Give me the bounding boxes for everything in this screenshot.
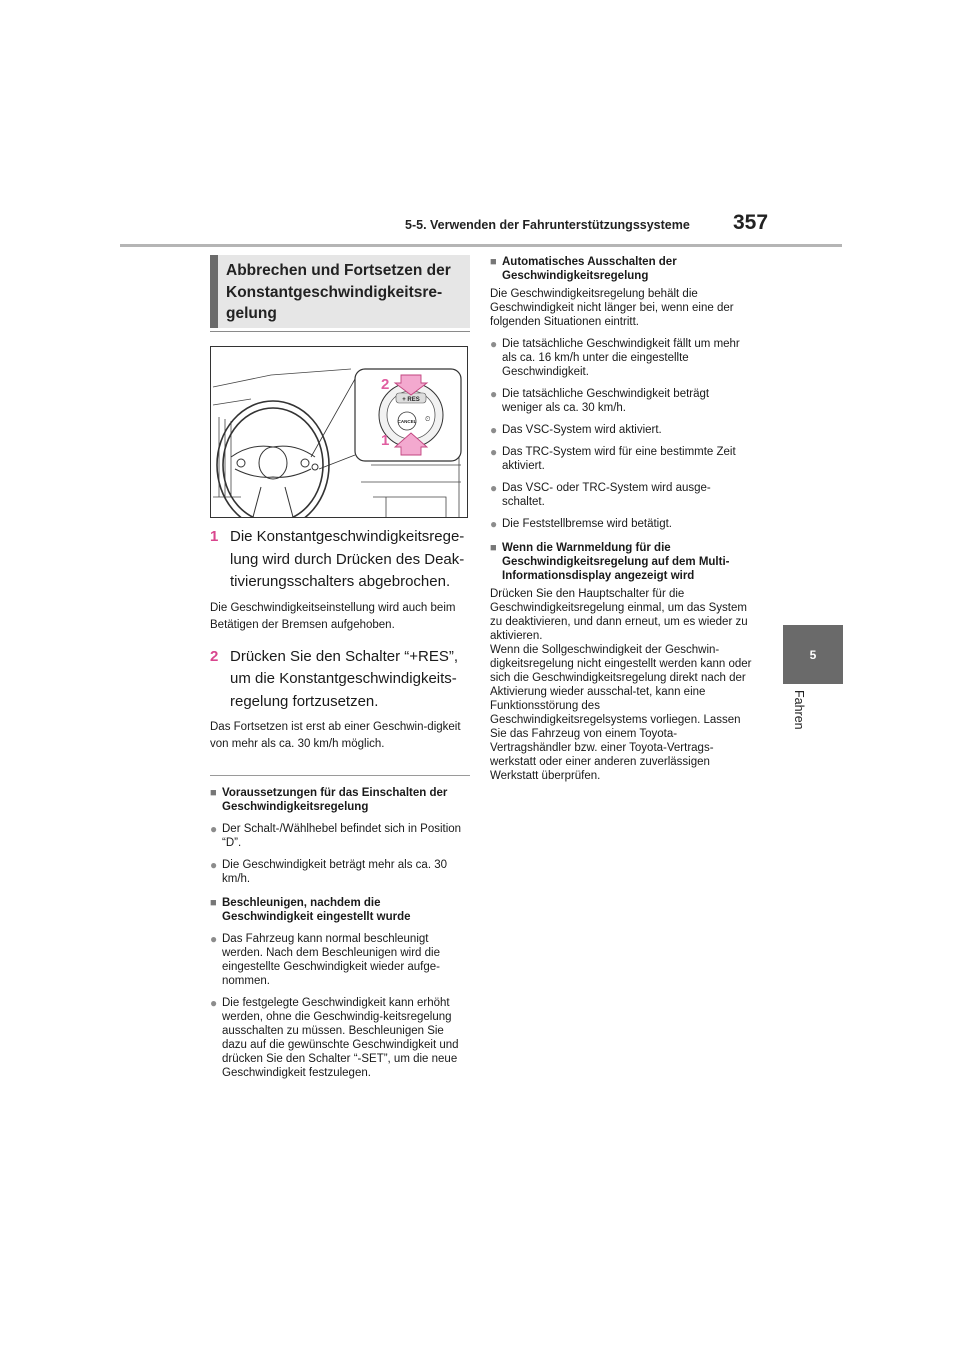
chapter-tab-label: Fahren [792, 690, 806, 730]
list-item [210, 822, 470, 850]
step-text: Die Konstantgeschwindigkeitsrege-lung wird durch Drücken des Deak-tivierungsschalters abgebrochen. [230, 528, 465, 590]
subheading-text: Wenn die Warnmeldung für die Geschwindigkeitsregelung auf dem Multi-Informationsdisplay angezeigt wird [502, 542, 730, 582]
list-item [490, 423, 752, 437]
subheading-text: Beschleunigen, nachdem die Geschwindigkeit eingestellt wurde [222, 897, 411, 923]
list-item-text: Das Fahrzeug kann normal beschleunigt werden. Nach dem Beschleunigen wird die eingestellte Geschwindigkeit wieder aufge-nommen. [222, 933, 440, 987]
round-bullet-icon: ● [490, 517, 498, 531]
chapter-tab[interactable]: 5 [783, 625, 843, 684]
list-item-text: Die tatsächliche Geschwindigkeit beträgt weniger als ca. 30 km/h. [502, 388, 710, 414]
list-item [490, 445, 752, 473]
step-note: Das Fortsetzen ist erst ab einer Geschwin-digkeit von mehr als ca. 30 km/h möglich. [210, 721, 461, 750]
subheading-text: Voraussetzungen für das Einschalten der Geschwindigkeitsregelung [222, 787, 448, 813]
steering-wheel-drawing [211, 347, 467, 517]
list-item-text: Die tatsächliche Geschwindigkeit fällt um mehr als ca. 16 km/h unter die eingestellte Geschwindigkeit. [502, 338, 740, 378]
list-item-text: Das VSC-System wird aktiviert. [502, 424, 662, 436]
paragraph: Wenn die Sollgeschwindigkeit der Geschwin-digkeitsregelung nicht eingestellt werden kann oder sich die Geschwindigkeitsregelung direkt nach der Aktivierung wieder ausschal-tet, kann eine Funktionsstörung des Geschwindigkeitsregelsystems vorliegen. Lassen Sie das Fahrzeug von einem Toyota-Vertragshändler bzw. einer Toyota-Vertrags-werkstatt oder einer anderen zuverlässigen Werkstatt überprüfen. [490, 644, 752, 782]
square-bullet-icon: ■ [490, 542, 497, 554]
res-button-label: + RES [402, 397, 420, 403]
list-item [490, 481, 752, 509]
list-item [490, 387, 752, 415]
step-number: 1 [210, 528, 219, 545]
round-bullet-icon: ● [210, 822, 218, 836]
square-bullet-icon: ■ [490, 256, 497, 268]
list-item-text: Die Geschwindigkeit beträgt mehr als ca. 30 km/h. [222, 859, 447, 885]
round-bullet-icon: ● [490, 387, 498, 401]
step-text: Drücken Sie den Schalter “+RES”, um die Konstantgeschwindigkeits-regelung fortzusetzen. [230, 647, 459, 710]
chapter-header: 5-5. Verwenden der Fahrunterstützungssysteme [405, 218, 690, 232]
round-bullet-icon: ● [210, 858, 218, 872]
section-heading-line: Konstantgeschwindigkeitsre- [226, 283, 443, 301]
subheading [490, 541, 752, 583]
steering-wheel-illustration [210, 346, 468, 518]
round-bullet-icon: ● [490, 337, 498, 351]
step-item [210, 646, 470, 714]
round-bullet-icon: ● [490, 423, 498, 437]
section-divider [210, 775, 470, 776]
section-heading-line: gelung [226, 305, 277, 322]
round-bullet-icon: ● [210, 996, 218, 1010]
step-number: 2 [210, 647, 219, 665]
round-bullet-icon: ● [490, 445, 498, 459]
step-note: Die Geschwindigkeitseinstellung wird auch beim Betätigen der Bremsen aufgehoben. [210, 601, 456, 631]
svg-text:⏲: ⏲ [425, 415, 431, 423]
section-heading-line: Abbrechen und Fortsetzen der [226, 262, 451, 279]
list-item [210, 996, 470, 1080]
section-heading [210, 255, 470, 328]
square-bullet-icon: ■ [210, 897, 217, 909]
callout-number-1: 1 [381, 432, 390, 449]
round-bullet-icon: ● [210, 932, 218, 946]
section-underline [210, 331, 470, 332]
callout-number-2: 2 [381, 376, 390, 393]
subheading [210, 786, 470, 814]
left-column [210, 255, 470, 1080]
step-item [210, 526, 470, 594]
list-item-text: Die Feststellbremse wird betätigt. [502, 518, 673, 530]
page-number: 357 [733, 211, 769, 234]
list-item [490, 517, 752, 531]
subheading [210, 896, 470, 924]
subheading-text: Automatisches Ausschalten der Geschwindigkeitsregelung [502, 256, 677, 282]
list-item-text: Das VSC- oder TRC-System wird ausge-schaltet. [502, 482, 711, 508]
list-item [210, 858, 470, 886]
subheading [490, 255, 752, 283]
cancel-button-label: CANCEL [397, 419, 417, 424]
header-rule [120, 244, 842, 247]
list-item [210, 932, 470, 988]
list-item-text: Die festgelegte Geschwindigkeit kann erhöht werden, ohne die Geschwindig-keitsregelung ausschalten zu müssen. Beschleunigen Sie dazu auf die gewünschte Geschwindigkeit und drücken Sie den Schalter “-SET”, um die neue Geschwindigkeit festzulegen. [222, 997, 459, 1079]
paragraph: Die Geschwindigkeitsregelung behält die Geschwindigkeit nicht länger bei, wenn eine der folgenden Situationen eintritt. [490, 288, 734, 328]
paragraph: Drücken Sie den Hauptschalter für die Geschwindigkeitsregelung einmal, um das System zu deaktivieren, und dann erneut, um es wieder zu aktivieren. [490, 588, 748, 642]
square-bullet-icon: ■ [210, 787, 217, 799]
right-column [490, 255, 752, 783]
list-item [490, 337, 752, 379]
round-bullet-icon: ● [490, 481, 498, 495]
list-item-text: Der Schalt-/Wählhebel befindet sich in Position “D”. [222, 823, 462, 849]
list-item-text: Das TRC-System wird für eine bestimmte Zeit aktiviert. [502, 446, 736, 472]
